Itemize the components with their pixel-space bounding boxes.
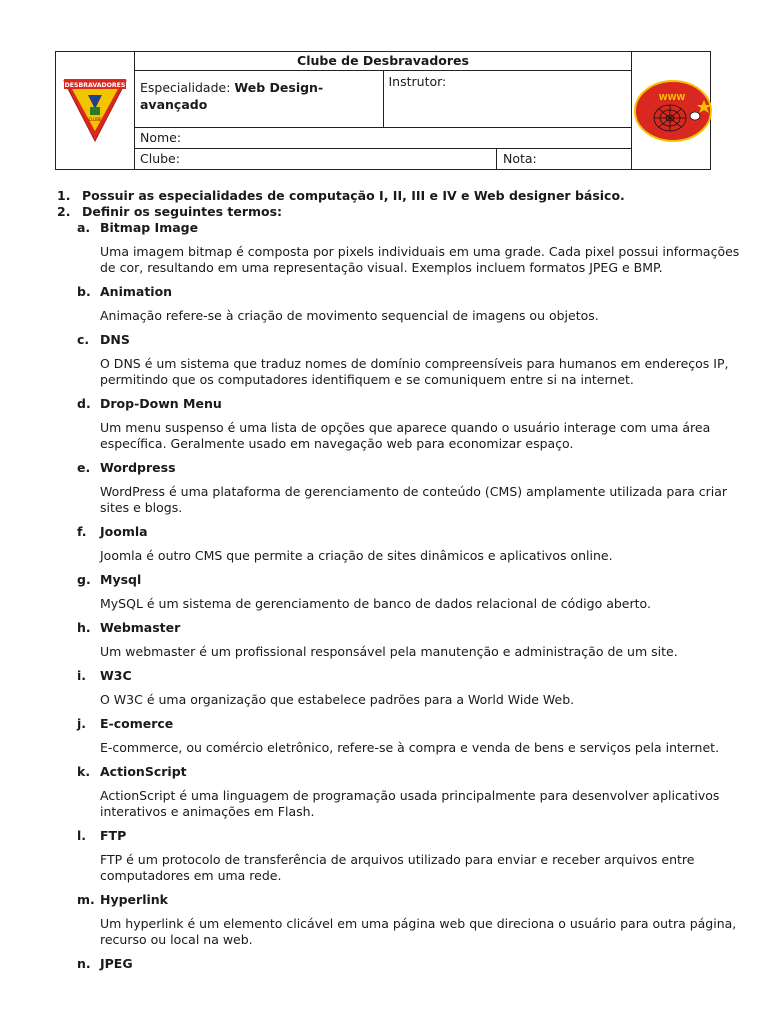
club-label: Clube: — [140, 151, 180, 166]
requirements-list — [57, 188, 740, 972]
term-heading — [77, 764, 737, 780]
term-description: Uma imagem bitmap é composta por pixels individuais em uma grade. Cada pixel possui informações de cor, resultando em uma representação visual. Exemplos incluem formatos JPEG e BMP. — [100, 244, 740, 275]
term-letter: j. — [77, 716, 87, 731]
requirement-item — [57, 188, 737, 204]
term-item — [57, 620, 737, 660]
term-item — [57, 764, 737, 820]
term-description: Um menu suspenso é uma lista de opções que aparece quando o usuário interage com uma área específica. Geralmente usado em navegação web para economizar espaço. — [100, 420, 711, 451]
logo-left-sub: CLUBE — [88, 117, 102, 122]
term-description: Um webmaster é um profissional responsável pela manutenção e administração de um site. — [100, 644, 678, 659]
term-letter: f. — [77, 524, 87, 539]
specialty-value: Web Design-avançado — [140, 80, 324, 112]
name-label: Nome: — [140, 130, 182, 145]
term-letter: i. — [77, 668, 87, 683]
term-title: E-comerce — [100, 716, 174, 731]
term-item — [57, 572, 737, 612]
term-letter: h. — [77, 620, 91, 635]
term-description: ActionScript é uma linguagem de programação usada principalmente para desenvolver aplicativos interativos e animações em Flash. — [100, 788, 720, 819]
term-item — [57, 828, 737, 884]
term-title: Wordpress — [100, 460, 176, 475]
term-item — [57, 460, 737, 516]
specialty-cell — [135, 71, 384, 128]
term-title: Bitmap Image — [100, 220, 199, 235]
term-item — [57, 716, 737, 756]
logo-left-cell — [56, 52, 135, 170]
club-title: Clube de Desbravadores — [135, 52, 632, 71]
requirement-text: Definir os seguintes termos: — [82, 204, 283, 219]
term-description: Joomla é outro CMS que permite a criação de sites dinâmicos e aplicativos online. — [100, 548, 613, 563]
term-letter: n. — [77, 956, 91, 971]
logo-right-cell — [632, 52, 711, 170]
term-letter: e. — [77, 460, 91, 475]
term-description: WordPress é uma plataforma de gerenciamento de conteúdo (CMS) amplamente utilizada para criar sites e blogs. — [100, 484, 728, 515]
term-item — [57, 284, 737, 324]
term-letter: a. — [77, 220, 91, 235]
term-title: JPEG — [100, 956, 133, 971]
club-field[interactable] — [135, 149, 497, 169]
term-description: Animação refere-se à criação de movimento sequencial de imagens ou objetos. — [100, 308, 599, 323]
pathfinder-logo-icon — [60, 73, 130, 145]
term-title: Webmaster — [100, 620, 181, 635]
name-field[interactable] — [135, 128, 632, 149]
web-spider-logo-icon — [632, 74, 714, 144]
requirement-item — [57, 204, 737, 220]
grade-label: Nota: — [503, 151, 537, 166]
requirement-text: Possuir as especialidades de computação I, II, III e IV e Web designer básico. — [82, 188, 625, 203]
term-item — [57, 668, 737, 708]
term-letter: m. — [77, 892, 95, 907]
term-letter: c. — [77, 332, 90, 347]
term-heading — [77, 828, 737, 844]
grade-field[interactable] — [497, 149, 631, 169]
term-heading — [77, 668, 737, 684]
term-letter: l. — [77, 828, 87, 843]
term-title: Joomla — [100, 524, 148, 539]
term-letter: d. — [77, 396, 91, 411]
term-heading — [77, 332, 737, 348]
term-item — [57, 332, 737, 388]
term-heading — [77, 284, 737, 300]
term-heading — [77, 620, 737, 636]
term-item — [57, 396, 737, 452]
specialty-label: Especialidade: — [140, 80, 235, 95]
term-item — [57, 892, 737, 948]
term-description: FTP é um protocolo de transferência de arquivos utilizado para enviar e receber arquivos entre computadores em uma rede. — [100, 852, 695, 883]
term-title: W3C — [100, 668, 132, 683]
term-title: DNS — [100, 332, 130, 347]
requirement-number: 2. — [57, 204, 71, 219]
term-heading — [77, 460, 737, 476]
term-description: O DNS é um sistema que traduz nomes de domínio compreensíveis para humanos em endereços IP, permitindo que os computadores identifiquem e se comuniquem entre si na internet. — [100, 356, 729, 387]
term-heading — [77, 524, 737, 540]
term-title: Drop-Down Menu — [100, 396, 222, 411]
term-heading — [77, 220, 737, 236]
requirement-number: 1. — [57, 188, 71, 203]
term-item — [57, 220, 740, 276]
terms-list — [57, 220, 740, 972]
term-heading — [77, 396, 737, 412]
term-item — [57, 524, 737, 564]
term-description: E-commerce, ou comércio eletrônico, refere-se à compra e venda de bens e serviços pela internet. — [100, 740, 720, 755]
term-description: Um hyperlink é um elemento clicável em uma página web que direciona o usuário para outra página, recurso ou local na web. — [100, 916, 737, 947]
logo-right-text: WWW — [658, 93, 686, 102]
term-heading — [77, 956, 737, 972]
term-letter: g. — [77, 572, 91, 587]
term-heading — [77, 716, 737, 732]
instructor-label: Instrutor: — [388, 74, 447, 89]
term-title: Mysql — [100, 572, 142, 587]
term-title: Hyperlink — [100, 892, 168, 907]
header-table — [55, 51, 711, 170]
term-heading — [77, 572, 737, 588]
term-title: Animation — [100, 284, 173, 299]
logo-left-text: DESBRAVADORES — [64, 82, 126, 89]
club-grade-row — [135, 149, 632, 170]
term-letter: k. — [77, 764, 91, 779]
term-item — [57, 956, 737, 972]
term-letter: b. — [77, 284, 91, 299]
term-description: O W3C é uma organização que estabelece padrões para a World Wide Web. — [100, 692, 575, 707]
term-title: FTP — [100, 828, 127, 843]
instructor-field[interactable] — [383, 71, 632, 128]
term-description: MySQL é um sistema de gerenciamento de banco de dados relacional de código aberto. — [100, 596, 651, 611]
term-heading — [77, 892, 737, 908]
term-title: ActionScript — [100, 764, 187, 779]
